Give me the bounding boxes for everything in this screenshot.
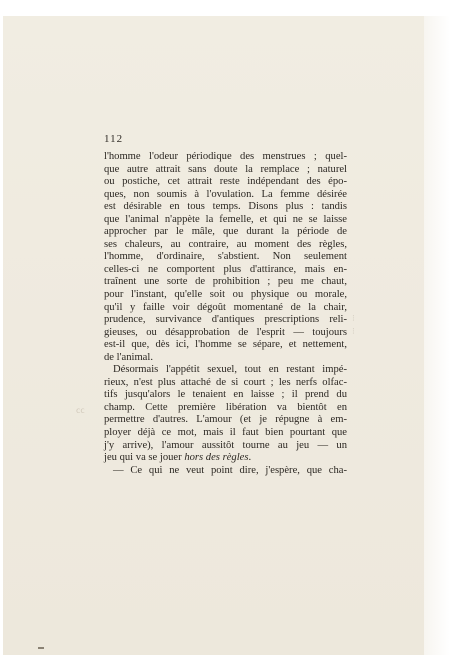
text-line-end: . [248, 452, 252, 464]
text-line: ou postiche, cet attrait reste indépendant des épo- [104, 176, 347, 188]
text-line: rieux, n'est plus attaché de si court ; les nerfs olfac- [104, 376, 347, 388]
text-line: ques, non soumis à l'ovulation. La femme désirée [104, 188, 347, 200]
ink-bleed-mark: ⅽⅽ [76, 406, 85, 415]
text-line: Désormais l'appétit sexuel, tout en restant impé- [113, 364, 347, 376]
text-line-with-italic [104, 452, 347, 465]
text-line-start: jeu qui va se jouer [104, 452, 185, 464]
text-line: ses chaleurs, au contraire, au moment des règles, [104, 238, 347, 250]
text-line: — Ce qui ne veut point dire, j'espère, que cha- [113, 464, 347, 476]
text-line: ployer déjà ce mot, mais il faut bien pourtant que [104, 427, 347, 439]
ink-bleed-mark: ⁝ [352, 313, 355, 323]
ink-bleed-mark: ⁝ [352, 326, 355, 336]
text-line: est-il que, dès ici, l'homme se sépare, et nettement, [104, 339, 347, 351]
scan-speck [38, 647, 44, 649]
text-line: j'y arrive), l'amour aussitôt tourne au jeu — un [104, 439, 347, 451]
text-line: pour l'instant, qu'elle soit ou physique ou morale, [104, 289, 347, 301]
scan-background-edge [424, 16, 450, 655]
text-line: l'homme, d'ordinaire, s'abstient. Non seulement [104, 251, 347, 263]
text-line: de l'animal. [104, 351, 153, 363]
text-line: prudence, survivance d'antiques prescriptions reli- [104, 314, 347, 326]
italic-phrase: hors des règles [184, 452, 249, 464]
text-line: traînent une sorte de prohibition ; peu me chaut, [104, 276, 347, 288]
text-line: tifs jusqu'alors le tenaient en laisse ; il prend du [104, 389, 347, 401]
text-line: est désirable en tous temps. Disons plus : tandis [104, 201, 347, 213]
text-line: l'homme l'odeur périodique des menstrues ; quel- [104, 151, 347, 162]
text-line: que l'animal n'appète la femelle, et qui ne se laisse [104, 213, 347, 225]
text-line: qu'il y faille voir dégoût momentané de la chair, [104, 301, 347, 313]
text-line: champ. Cette première libération va bientôt en [104, 401, 347, 413]
text-line: que autre attrait sans doute la remplace ; naturel [104, 163, 347, 175]
text-line: permettre d'autres. L'amour (et je répugne à em- [104, 414, 347, 426]
text-line: gieuses, ou désapprobation de l'esprit — toujours [104, 326, 347, 338]
text-line: celles-ci ne comportent plus d'attirance, mais en- [104, 263, 347, 275]
text-line: approcher par le mâle, que durant la période de [104, 226, 347, 238]
body-text [104, 151, 347, 477]
page-number: 112 [104, 133, 124, 145]
